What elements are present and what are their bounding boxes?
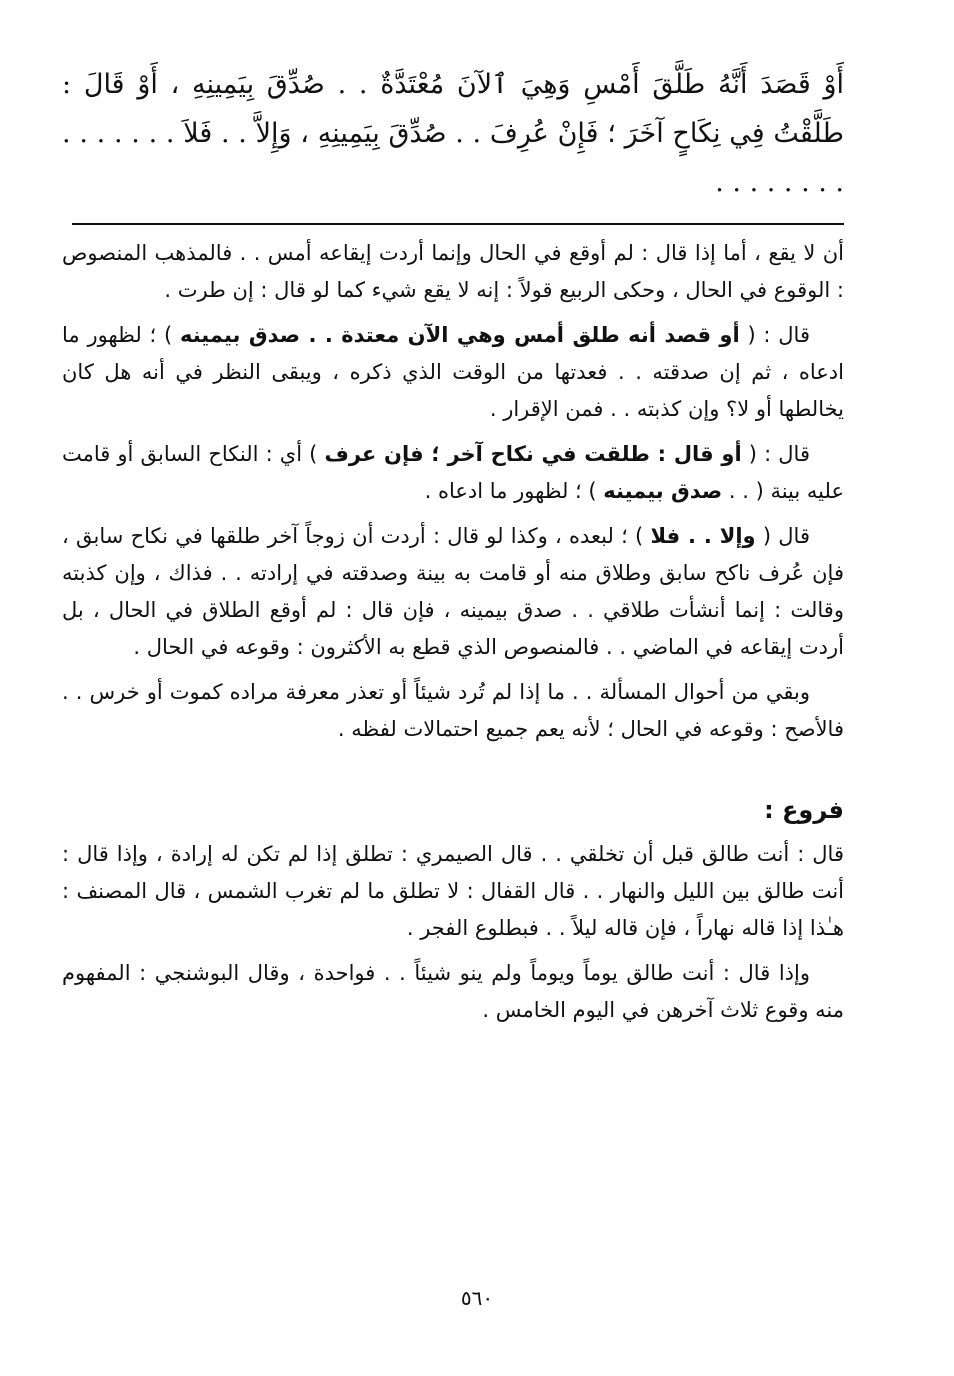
commentary-paragraph [62,518,844,666]
commentary-text: وبقي من أحوال المسألة . . ما إذا لم تُرد شيئاً أو تعذر معرفة مراده كموت أو خرس . . فالأصح : وقوعه في الحال ؛ لأنه يعم جميع احتمالات لفظه . [62,680,844,741]
quoted-matn: صدق بيمينه [603,479,723,503]
commentary-paragraph [62,436,844,510]
page-body [62,60,844,1029]
commentary [62,235,844,748]
page-number: ٥٦٠ [460,1286,494,1310]
commentary-paragraph [62,317,844,428]
matn-text [62,60,844,207]
commentary-text: أن لا يقع ، أما إذا قال : لم أوقع في الحال وإنما أردت إيقاعه أمس . . فالمذهب المنصوص : الوقوع في الحال ، وحكى الربيع قولاً : إنه لا يقع شيء كما لو قال : إن طرت . [62,241,844,302]
commentary-paragraph [62,674,844,748]
commentary-text: ) أي : النكاح السابق أو قامت عليه بينة ( . . [62,442,844,503]
quoted-matn: أو قال : طلقت في نكاح آخر ؛ فإن عرف [324,442,742,466]
commentary-text: ) ؛ لظهور ما ادعاه . [424,479,604,503]
commentary-text: قال ( [755,524,810,548]
matn-dots: . . . . . . . . . . . . . . [62,118,844,198]
commentary-text: ) ؛ لظهور ما ادعاه ، ثم إن صدقته . . فعدتها من الوقت الذي ذكره ، ويبقى النظر في أنه هل كان يخالطها أو لا؟ وإن كذبته . . فمن الإقرار . [62,323,844,421]
furu-paragraph-2: وإذا قال : أنت طالق يوماً ويوماً ولم ينو شيئاً . . فواحدة ، وقال البوشنجي : المفهوم منه وقوع ثلاث آخرهن في اليوم الخامس . [62,961,844,1022]
furu-paragraph-1: قال : أنت طالق قبل أن تخلقي . . قال الصيمري : تطلق إذا لم تكن له إرادة ، وإذا قال : أنت طالق بين الليل والنهار . . قال القفال : لا تطلق ما لم تغرب الشمس ، قال المصنف : هـٰذا إذا قاله نهاراً ، فإن قاله ليلاً . . فبطلوع الفجر . [62,842,844,940]
matn-sentence: أَوْ قَصَدَ أَنَّهُ طَلَّقَ أَمْسِ وَهِيَ ٱلآنَ مُعْتَدَّةٌ . . صُدِّقَ بِيَمِينِهِ ، أَوْ قَالَ : طَلَّقْتُ فِي نِكَاحٍ آخَرَ ؛ فَإِنْ عُرِفَ . . صُدِّقَ بِيَمِينِهِ ، وَإِلاَّ . . فَلاَ . [62,69,844,149]
commentary-text: قال : ( [739,323,810,347]
separator-rule [72,223,844,225]
section-heading-furu: فروع : [764,796,844,824]
commentary-text: قال : ( [741,442,810,466]
commentary-text: ) ؛ لبعده ، وكذا لو قال : أردت أن زوجاً آخر طلقها في نكاح سابق ، فإن عُرف ناكح سابق وطلاق منه أو قامت به بينة وصدقته في إرادته . . فذاك ، وإن كذبته وقالت : إنما أنشأت طلاقي . . صدق بيمينه ، فإن قال : لم أوقع الطلاق في الحال ، بل أردت إيقاعه في الماضي . . فالمنصوص الذي قطع به الأكثرون : وقوعه في الحال . [62,524,844,659]
commentary-paragraph [62,235,844,309]
quoted-matn: وإلا . . فلا [650,524,756,548]
quoted-matn: أو قصد أنه طلق أمس وهي الآن معتدة . . صدق بيمينه [179,323,740,347]
